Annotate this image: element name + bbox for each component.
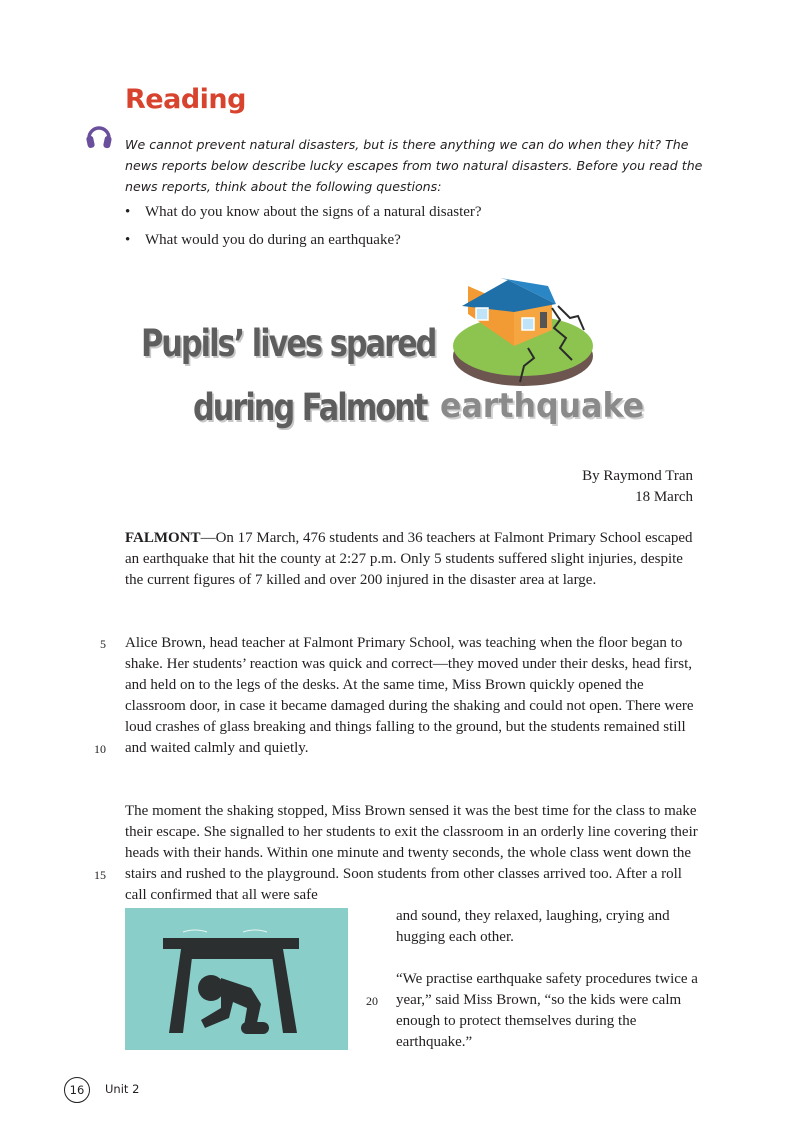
line-number: 10: [94, 742, 106, 756]
unit-label: Unit 2: [105, 1082, 140, 1096]
article-paragraph: The moment the shaking stopped, Miss Brown sensed it was the best time for the class to make their escape. She signalled to her students to exit the classroom in an orderly line covering their heads with their hands. Within one minute and twenty seconds, the whole class went down the stairs and rushed to the playground. Soon students from other classes arrived too. After a roll call confirmed that all were safe: [125, 803, 698, 903]
byline: [582, 466, 693, 508]
author: By Raymond Tran: [582, 468, 693, 484]
section-title: Reading: [125, 84, 246, 115]
article-date: 18 March: [635, 489, 693, 505]
article-paragraph: “We practise earthquake safety procedures twice a year,” said Miss Brown, “so the kids were calm enough to protect themselves during the earthquake.”: [396, 971, 698, 1050]
headphones-icon: [85, 120, 113, 150]
question-list: [125, 198, 482, 254]
intro-text: We cannot prevent natural disasters, but is there anything we can do when they hit? The news reports below describe lucky escapes from two natural disasters. Before you read the news reports, think about the following questions:: [125, 137, 703, 194]
question-item: • What would you do during an earthquake?: [125, 226, 482, 254]
line-number: 5: [100, 637, 106, 651]
page-number: 16: [64, 1077, 90, 1103]
headline-line-1: Pupils’ lives spared: [141, 322, 436, 365]
person-under-desk-icon: [125, 908, 348, 1050]
headline-line-2: during Falmont: [193, 386, 427, 429]
house-on-cracked-ground-icon: [448, 278, 598, 390]
article-paragraph: [125, 528, 705, 591]
article-paragraph: and sound, they relaxed, laughing, crying and hugging each other.: [396, 908, 670, 945]
question-item: • What do you know about the signs of a natural disaster?: [125, 198, 482, 226]
line-number: 15: [94, 868, 106, 882]
headline-earthquake-word: earthquake: [440, 386, 645, 426]
paragraph-text: —On 17 March, 476 students and 36 teachers at Falmont Primary School escaped an earthquake that hit the county at 2:27 p.m. Only 5 students suffered slight injuries, despite the current figures of 7 killed and over 200 injured in the disaster area at large.: [125, 530, 693, 588]
article-paragraph: Alice Brown, head teacher at Falmont Primary School, was teaching when the floor began to shake. Her students’ reaction was quick and correct—they moved under their desks, head first, and held on to the legs of the desks. At the same time, Miss Brown quickly opened the classroom door, in case it became damaged during the shaking and could not open. There were loud crashes of glass breaking and things falling to the ground, but the students remained still and waited calmly and quietly.: [125, 635, 694, 756]
dateline: FALMONT: [125, 530, 201, 546]
line-number: 20: [366, 994, 378, 1008]
